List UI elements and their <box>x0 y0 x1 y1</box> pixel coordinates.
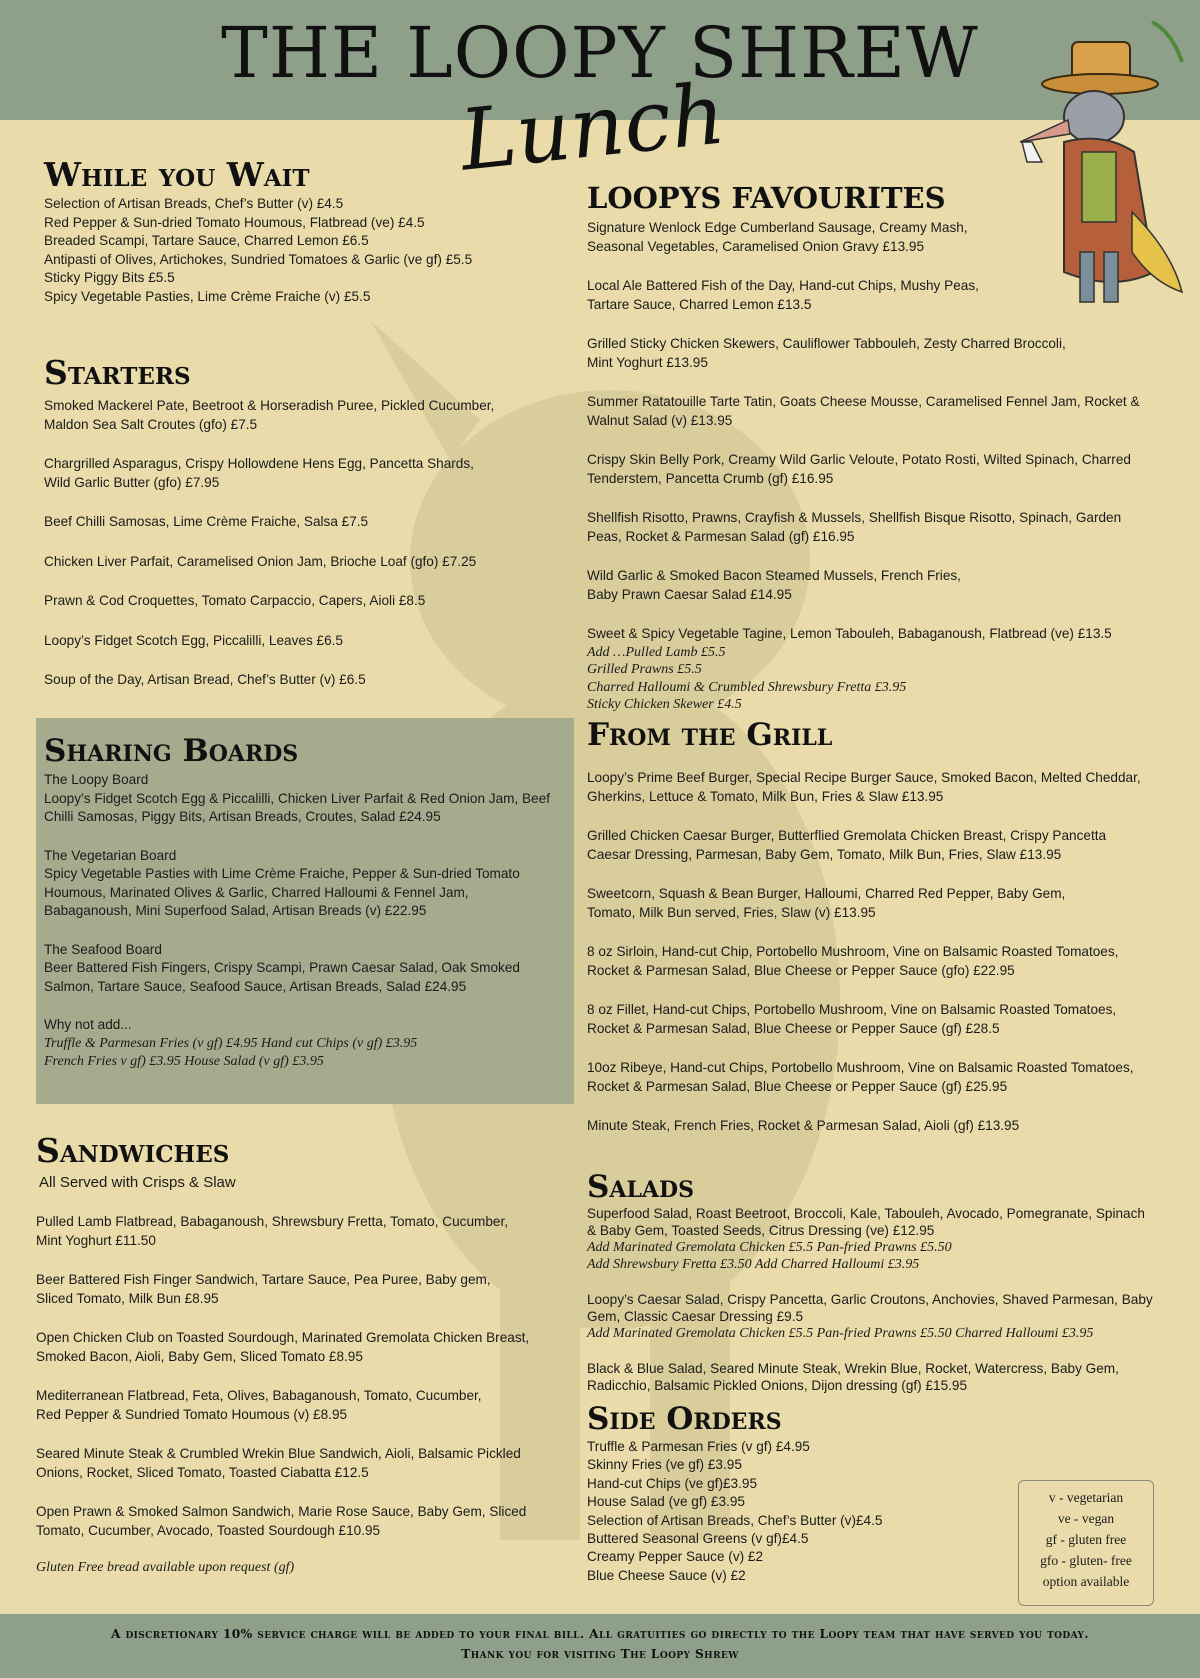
menu-item-line: Peas, Rocket & Parmesan Salad (gf) £16.95 <box>587 528 855 544</box>
menu-item-line: Shellfish Risotto, Prawns, Crayfish & Mussels, Shellfish Bisque Risotto, Spinach, Garden <box>587 510 1122 525</box>
add-on-option: Add Marinated Gremolata Chicken £5.5 Pan-fried Prawns £5.50 <box>587 1240 952 1255</box>
menu-item-line: Mint Yoghurt £11.50 <box>36 1232 156 1248</box>
menu-item <box>587 567 1140 604</box>
salads-section <box>587 1169 1153 1394</box>
legend-line: gf - gluten free <box>1045 1532 1127 1547</box>
menu-item-line: Summer Ratatouille Tarte Tatin, Goats Cheese Mousse, Caramelised Fennel Jam, Rocket & <box>587 394 1140 409</box>
menu-item <box>36 1329 529 1366</box>
menu-subtitle: Lunch <box>455 64 730 190</box>
side-order-item: Buttered Seasonal Greens (v gf)£4.5 <box>587 1531 809 1547</box>
menu-item-line: Smoked Bacon, Aioli, Baby Gem, Sliced Tomato £8.95 <box>36 1348 363 1364</box>
menu-item <box>36 1445 529 1482</box>
menu-item-line: Rocket & Parmesan Salad, Blue Cheese or Pepper Sauce (gf) £28.5 <box>587 1020 1000 1036</box>
side-order-item: House Salad (ve gf) £3.95 <box>587 1494 745 1510</box>
side-orders-heading: Side Orders <box>587 1401 782 1437</box>
menu-item-line: & Baby Gem, Toasted Seeds, Citrus Dressing (ve) £12.95 <box>587 1223 935 1238</box>
board-name: The Loopy Board <box>44 772 149 787</box>
menu-item: Spicy Vegetable Pasties, Lime Crème Fraiche (v) £5.5 <box>44 288 371 304</box>
menu-item-line: Gem, Classic Caesar Dressing £9.5 <box>587 1309 804 1324</box>
menu-item <box>36 1213 529 1250</box>
menu-item-line: Rocket & Parmesan Salad, Blue Cheese or Pepper Sauce (gfo) £22.95 <box>587 962 1015 978</box>
menu-item-line: Baby Prawn Caesar Salad £14.95 <box>587 586 792 602</box>
menu-item-line: Prawn & Cod Croquettes, Tomato Carpaccio, Capers, Aioli £8.5 <box>44 593 426 608</box>
board-description-line: Beer Battered Fish Fingers, Crispy Scampi, Prawn Caesar Salad, Oak Smoked <box>44 960 520 975</box>
sandwiches-subtitle: All Served with Crisps & Slaw <box>39 1174 236 1191</box>
while-you-wait-heading: While you Wait <box>44 155 310 194</box>
salad-item <box>587 1360 1153 1394</box>
menu-item <box>44 397 494 434</box>
menu-item-line: Grilled Chicken Caesar Burger, Butterflied Gremolata Chicken Breast, Crispy Pancetta <box>587 828 1107 843</box>
menu-item <box>587 335 1140 372</box>
menu-item-line: Maldon Sea Salt Croutes (gfo) £7.5 <box>44 416 258 432</box>
menu-item-line: Superfood Salad, Roast Beetroot, Broccoli, Kale, Tabouleh, Avocado, Pomegranate, Spinach <box>587 1206 1145 1221</box>
side-order-item: Hand-cut Chips (ve gf)£3.95 <box>587 1475 758 1491</box>
sandwiches-heading: Sandwiches <box>36 1131 230 1170</box>
menu-item-line: Smoked Mackerel Pate, Beetroot & Horseradish Puree, Pickled Cucumber, <box>44 398 495 413</box>
menu-item-line: 8 oz Fillet, Hand-cut Chips, Portobello Mushroom, Vine on Balsamic Roasted Tomatoes, <box>587 1002 1117 1017</box>
menu-item <box>587 625 1140 644</box>
sharing-boards-heading: Sharing Boards <box>44 733 299 769</box>
legend-line: v - vegetarian <box>1048 1490 1124 1505</box>
board-description-line: Babaganoush, Mini Superfood Salad, Artisan Breads (v) £22.95 <box>44 903 427 918</box>
side-order-item: Blue Cheese Sauce (v) £2 <box>587 1567 746 1583</box>
menu-item <box>587 885 1141 922</box>
menu-item-line: Mint Yoghurt £13.95 <box>587 354 708 370</box>
menu-item <box>587 827 1141 864</box>
salads-heading: Salads <box>587 1169 694 1205</box>
menu-item-line: Caesar Dressing, Parmesan, Baby Gem, Tomato, Milk Bun, Fries, Slaw £13.95 <box>587 846 1062 862</box>
menu-item-line: Seasonal Vegetables, Caramelised Onion Gravy £13.95 <box>587 238 925 254</box>
salad-item <box>587 1205 1153 1273</box>
menu-item-line: Sweetcorn, Squash & Bean Burger, Halloumi, Charred Red Pepper, Baby Gem, <box>587 886 1066 901</box>
menu-item-line: Sliced Tomato, Milk Bun £8.95 <box>36 1290 219 1306</box>
thank-you-note: Thank you for visiting The Loopy Shrew <box>461 1647 739 1661</box>
salad-item <box>587 1291 1153 1342</box>
add-on-option: Add …Pulled Lamb £5.5 <box>587 644 726 660</box>
menu-item-line: Loopy’s Prime Beef Burger, Special Recipe Burger Sauce, Smoked Bacon, Melted Cheddar, <box>587 770 1141 785</box>
add-on-option: Grilled Prawns £5.5 <box>587 662 702 677</box>
menu-item <box>44 513 494 532</box>
menu-item-line: Crispy Skin Belly Pork, Creamy Wild Garlic Veloute, Potato Rosti, Wilted Spinach, Charred <box>587 452 1131 467</box>
grill-list <box>587 769 1141 1136</box>
grill-section <box>587 717 1141 1136</box>
menu-item: Selection of Artisan Breads, Chef’s Butter (v) £4.5 <box>44 196 344 211</box>
gluten-free-note: Gluten Free bread available upon request (gf) <box>36 1560 295 1575</box>
legend-line: gfo - gluten- free <box>1040 1553 1132 1568</box>
board-description-line: Houmous, Marinated Olives & Garlic, Charred Halloumi & Fennel Jam, <box>44 884 469 900</box>
favourites-list <box>587 219 1140 714</box>
menu-item-line: Tomato, Milk Bun served, Fries, Slaw (v) £13.95 <box>587 904 876 920</box>
add-on-option: Truffle & Parmesan Fries (v gf) £4.95 Hand cut Chips (v gf) £3.95 <box>44 1035 418 1051</box>
menu-item-line: Rocket & Parmesan Salad, Blue Cheese or Pepper Sauce (gf) £25.95 <box>587 1078 1008 1094</box>
board-description-line: Loopy’s Fidget Scotch Egg & Piccalilli, Chicken Liver Parfait & Red Onion Jam, Beef <box>44 790 550 806</box>
board-description-line: Spicy Vegetable Pasties with Lime Crème Fraiche, Pepper & Sun-dried Tomato <box>44 866 520 881</box>
add-on-option: Add Marinated Gremolata Chicken £5.5 Pan-fried Prawns £5.50 Charred Halloumi £3.95 <box>587 1326 1094 1341</box>
menu-item-line: Grilled Sticky Chicken Skewers, Cauliflower Tabbouleh, Zesty Charred Broccoli, <box>587 336 1066 351</box>
menu-item <box>587 451 1140 488</box>
sharing-boards-list <box>44 771 564 1072</box>
menu-item <box>44 632 494 651</box>
favourites-heading: LOOPYS FAVOURITES <box>587 181 946 215</box>
menu-item-line: Tomato, Cucumber, Avocado, Toasted Sourdough £10.95 <box>36 1522 381 1538</box>
menu-item-line: Open Prawn & Smoked Salmon Sandwich, Marie Rose Sauce, Baby Gem, Sliced <box>36 1504 527 1519</box>
side-orders-section <box>587 1401 883 1585</box>
menu-item-line: Wild Garlic Butter (gfo) £7.95 <box>44 474 220 490</box>
menu-item <box>587 769 1141 806</box>
add-on-option: Charred Halloumi & Crumbled Shrewsbury Fretta £3.95 <box>587 679 907 695</box>
menu-item-line: Beer Battered Fish Finger Sandwich, Tartare Sauce, Pea Puree, Baby gem, <box>36 1272 491 1287</box>
menu-item <box>44 592 494 611</box>
menu-item-line: Mediterranean Flatbread, Feta, Olives, Babaganoush, Tomato, Cucumber, <box>36 1388 482 1403</box>
menu-item-line: Chargrilled Asparagus, Crispy Hollowdene Hens Egg, Pancetta Shards, <box>44 456 474 471</box>
board-name: The Vegetarian Board <box>44 847 177 863</box>
menu-item <box>587 393 1140 430</box>
dietary-legend <box>1018 1480 1154 1606</box>
while-you-wait-list <box>44 195 472 306</box>
legend-line: ve - vegan <box>1057 1511 1115 1526</box>
while-you-wait-section <box>44 155 473 306</box>
menu-item-line: Gherkins, Lettuce & Tomato, Milk Bun, Fries & Slaw £13.95 <box>587 788 944 804</box>
menu-item-line: Sweet & Spicy Vegetable Tagine, Lemon Tabouleh, Babaganoush, Flatbread (ve) £13.5 <box>587 626 1112 641</box>
board-name: The Seafood Board <box>44 941 162 957</box>
menu-item-line: Pulled Lamb Flatbread, Babaganoush, Shrewsbury Fretta, Tomato, Cucumber, <box>36 1214 509 1229</box>
menu-item-line: Chicken Liver Parfait, Caramelised Onion Jam, Brioche Loaf (gfo) £7.25 <box>44 553 477 569</box>
menu-item-line: Wild Garlic & Smoked Bacon Steamed Mussels, French Fries, <box>587 568 961 583</box>
favourites-section <box>587 181 1140 714</box>
addons-heading: Why not add... <box>44 1017 132 1032</box>
side-order-item: Creamy Pepper Sauce (v) £2 <box>587 1549 764 1565</box>
menu-item: Breaded Scampi, Tartare Sauce, Charred Lemon £6.5 <box>44 233 369 248</box>
add-on-option: Sticky Chicken Skewer £4.5 <box>587 697 742 712</box>
menu-item-line: Minute Steak, French Fries, Rocket & Parmesan Salad, Aioli (gf) £13.95 <box>587 1118 1020 1133</box>
menu-item <box>36 1271 529 1308</box>
sandwiches-section <box>36 1131 530 1576</box>
add-on-option: French Fries v gf) £3.95 House Salad (v gf) £3.95 <box>44 1054 324 1069</box>
menu-item-line: Open Chicken Club on Toasted Sourdough, Marinated Gremolata Chicken Breast, <box>36 1330 530 1345</box>
side-orders-list <box>587 1438 882 1585</box>
sharing-board <box>44 771 564 827</box>
menu-item-line: 8 oz Sirloin, Hand-cut Chip, Portobello Mushroom, Vine on Balsamic Roasted Tomatoes, <box>587 944 1119 959</box>
menu-item: Antipasti of Olives, Artichokes, Sundried Tomatoes & Garlic (ve gf) £5.5 <box>44 251 473 267</box>
menu-item-line: Radicchio, Balsamic Pickled Onions, Dijon dressing (gf) £15.95 <box>587 1378 968 1393</box>
menu-item-line: Tartare Sauce, Charred Lemon £13.5 <box>587 296 812 312</box>
menu-item <box>44 553 494 572</box>
menu-item-line: Loopy’s Caesar Salad, Crispy Pancetta, Garlic Croutons, Anchovies, Shaved Parmesan, Baby <box>587 1292 1153 1307</box>
menu-item-line: Signature Wenlock Edge Cumberland Sausage, Creamy Mash, <box>587 220 968 235</box>
sharing-boards-section <box>44 733 564 1072</box>
menu-item <box>587 943 1141 980</box>
menu-item-line: Seared Minute Steak & Crumbled Wrekin Blue Sandwich, Aioli, Balsamic Pickled <box>36 1446 521 1461</box>
menu-item-line: Onions, Rocket, Sliced Tomato, Toasted Ciabatta £12.5 <box>36 1464 369 1480</box>
starters-list <box>44 397 494 690</box>
side-order-item: Selection of Artisan Breads, Chef’s Butter (v)£4.5 <box>587 1512 883 1528</box>
side-order-item: Skinny Fries (ve gf) £3.95 <box>587 1457 742 1473</box>
menu-item-line: Local Ale Battered Fish of the Day, Hand-cut Chips, Mushy Peas, <box>587 278 979 293</box>
menu-item-line: Loopy’s Fidget Scotch Egg, Piccalilli, Leaves £6.5 <box>44 632 343 648</box>
starters-section <box>44 353 495 690</box>
sharing-board <box>44 941 564 997</box>
menu-item <box>44 455 494 492</box>
menu-item <box>587 509 1140 546</box>
menu-item <box>44 671 494 690</box>
restaurant-name: THE LOOPY SHREW <box>221 12 979 94</box>
grill-heading: From the Grill <box>587 717 833 753</box>
menu-item-line: Soup of the Day, Artisan Bread, Chef’s Butter (v) £6.5 <box>44 672 366 687</box>
menu-item-line: Black & Blue Salad, Seared Minute Steak, Wrekin Blue, Rocket, Watercress, Baby Gem, <box>587 1361 1119 1376</box>
sandwiches-list <box>36 1213 529 1540</box>
board-description-line: Salmon, Tartare Sauce, Seafood Sauce, Artisan Breads, Salad £24.95 <box>44 978 467 994</box>
menu-item <box>587 1117 1141 1136</box>
menu-item-line: Red Pepper & Sundried Tomato Houmous (v) £8.95 <box>36 1406 348 1422</box>
menu-item: Red Pepper & Sun-dried Tomato Houmous, Flatbread (ve) £4.5 <box>44 214 425 230</box>
board-description-line: Chilli Samosas, Piggy Bits, Artisan Breads, Croutes, Salad £24.95 <box>44 809 441 824</box>
menu-item <box>587 219 1140 256</box>
menu-item-line: Beef Chilli Samosas, Lime Crème Fraiche, Salsa £7.5 <box>44 514 369 529</box>
service-charge-notice: A discretionary 10% service charge will be added to your final bill. All gratuities go directly to the Loopy team that have served you today. <box>110 1627 1090 1641</box>
menu-item <box>587 1001 1141 1038</box>
salads-list <box>587 1205 1153 1394</box>
sharing-board <box>44 847 564 921</box>
legend-line: option available <box>1042 1574 1130 1589</box>
menu-item <box>36 1503 529 1540</box>
menu-item-line: 10oz Ribeye, Hand-cut Chips, Portobello Mushroom, Vine on Balsamic Roasted Tomatoes, <box>587 1060 1134 1075</box>
menu-item-line: Walnut Salad (v) £13.95 <box>587 412 733 428</box>
menu-item: Sticky Piggy Bits £5.5 <box>44 270 175 285</box>
add-on-option: Add Shrewsbury Fretta £3.50 Add Charred Halloumi £3.95 <box>587 1257 920 1272</box>
side-order-item: Truffle & Parmesan Fries (v gf) £4.95 <box>587 1439 810 1454</box>
footer-band <box>0 1614 1200 1678</box>
menu-item <box>36 1387 529 1424</box>
menu-item <box>587 277 1140 314</box>
starters-heading: Starters <box>44 353 191 392</box>
menu-item-line: Tenderstem, Pancetta Crumb (gf) £16.95 <box>587 470 834 486</box>
menu-item <box>587 1059 1141 1096</box>
